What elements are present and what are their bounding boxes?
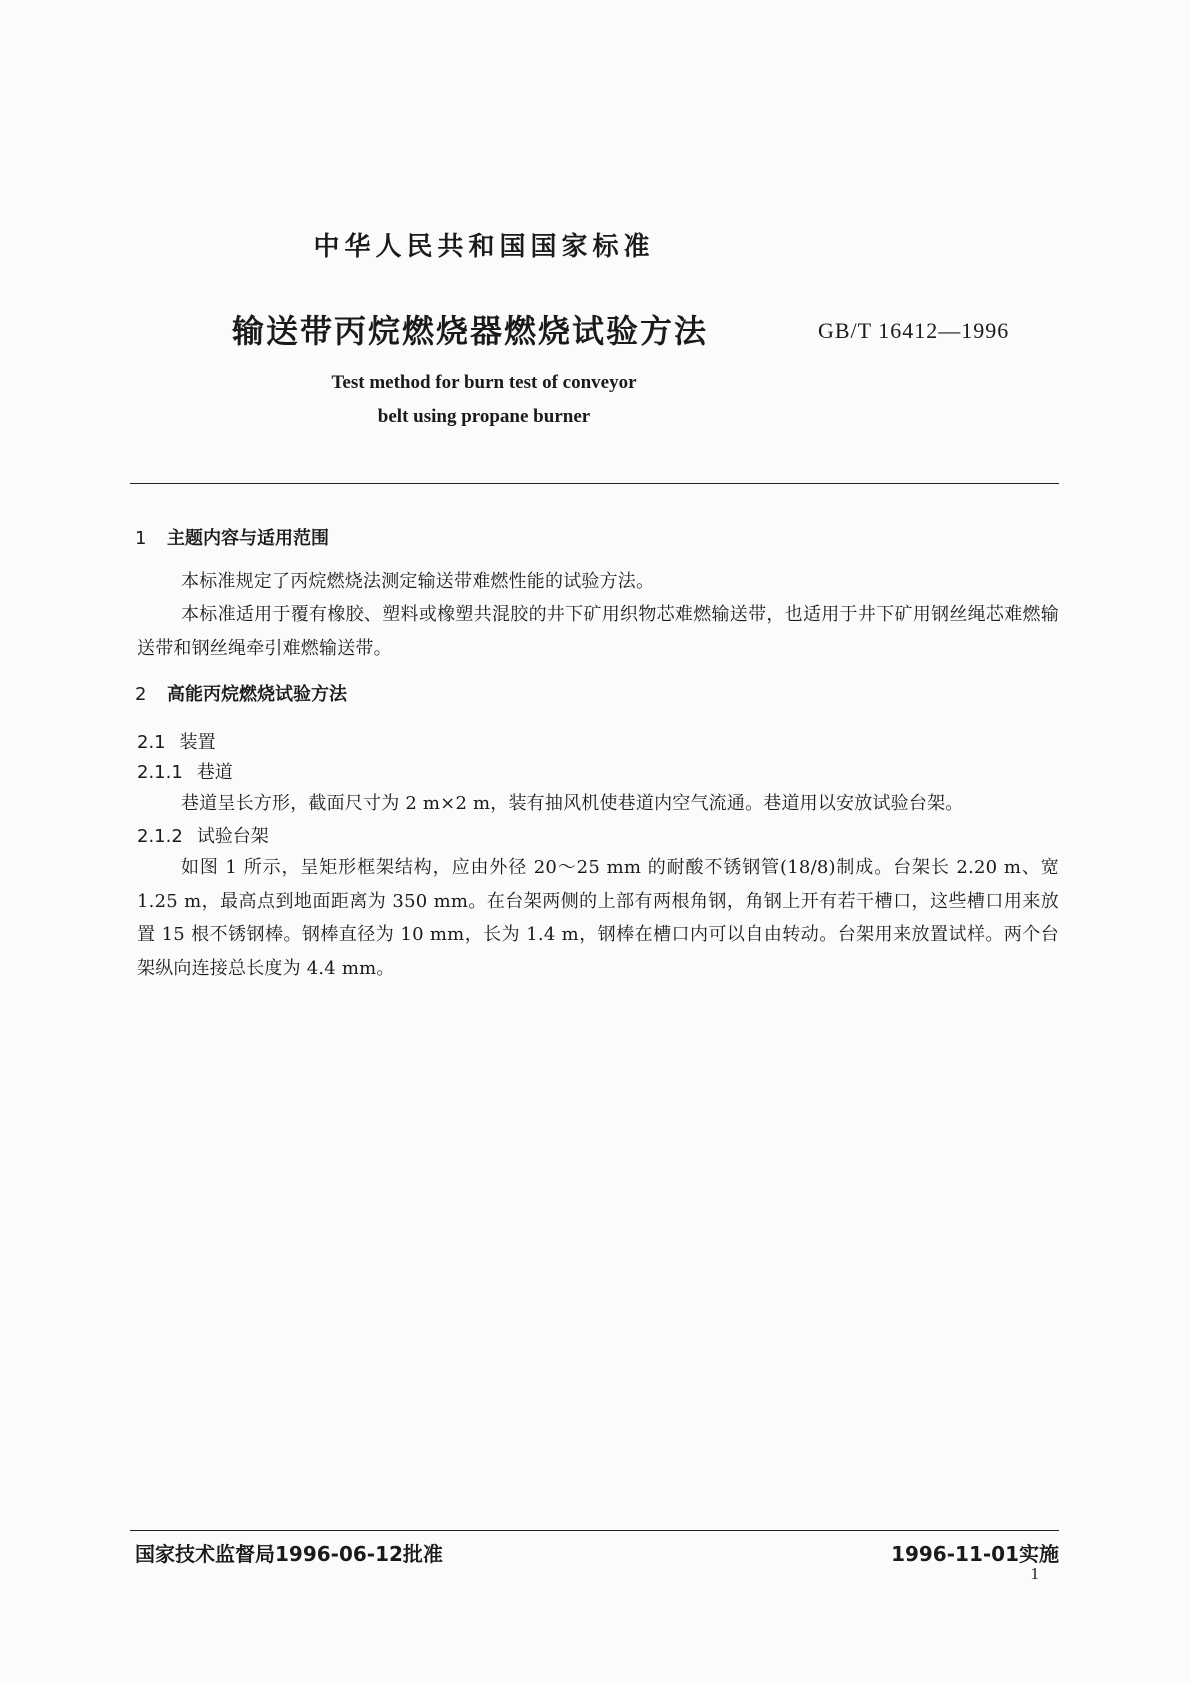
standard-code: GB/T 16412—1996: [818, 318, 1010, 343]
section-2-heading: [135, 680, 347, 706]
section-title: 高能丙烷燃烧试验方法: [167, 684, 347, 705]
document-title: 输送带丙烷燃烧器燃烧试验方法: [232, 312, 709, 350]
paragraph: 本标准规定了丙烷燃烧法测定输送带难燃性能的试验方法。: [181, 571, 655, 592]
section-number: 1: [135, 528, 147, 549]
subsection-number: 2.1.2: [137, 826, 183, 847]
subsection-number: 2.1.1: [137, 762, 183, 783]
subsection-title: 巷道: [196, 762, 233, 783]
english-title-line2: belt using propane burner: [377, 406, 591, 427]
section-number: 2: [135, 684, 147, 705]
standard-category: 中华人民共和国国家标准: [313, 232, 655, 262]
subsection-title: 试验台架: [196, 826, 269, 847]
paragraph: 本标准适用于覆有橡胶、塑料或橡塑共混胶的井下矿用织物芯难燃输送带，也适用于井下矿用钢丝绳芯难燃输送带和钢丝绳牵引难燃输送带。: [137, 604, 1059, 659]
paragraph: 如图 1 所示，呈矩形框架结构，应由外径 20～25 mm 的耐酸不锈钢管(18/8)制成。台架长 2.20 m、宽 1.25 m，最高点到地面距离为 350 mm。在台架两侧的上部有两根角钢，角钢上开有若干槽口，这些槽口用来放置 15 根不锈钢棒。钢棒直径为 10 mm，长为 1.4 m，钢棒在槽口内可以自由转动。台架用来放置试样。两个台架纵向连接总长度为 4.4 mm。: [137, 857, 1059, 979]
implementation-date: 1996-11-01实施: [891, 1542, 1059, 1566]
page-number: 1: [1030, 1564, 1039, 1583]
paragraph: 巷道呈长方形，截面尺寸为 2 m×2 m，装有抽风机使巷道内空气流通。巷道用以安放试验台架。: [181, 793, 964, 814]
section-title: 主题内容与适用范围: [167, 528, 329, 549]
english-title-line1: Test method for burn test of conveyor: [331, 372, 637, 393]
footer-divider: [130, 1530, 1059, 1531]
subsection-title: 装置: [179, 732, 216, 753]
subsection-2-1-1-heading: [137, 758, 233, 784]
approval-date: 国家技术监督局1996-06-12批准: [135, 1542, 443, 1566]
subsection-2-1-2-heading: [137, 822, 269, 848]
subsection-number: 2.1: [137, 732, 166, 753]
section-1-heading: [135, 524, 329, 550]
subsection-2-1-heading: [137, 728, 216, 754]
header-divider: [130, 483, 1059, 484]
